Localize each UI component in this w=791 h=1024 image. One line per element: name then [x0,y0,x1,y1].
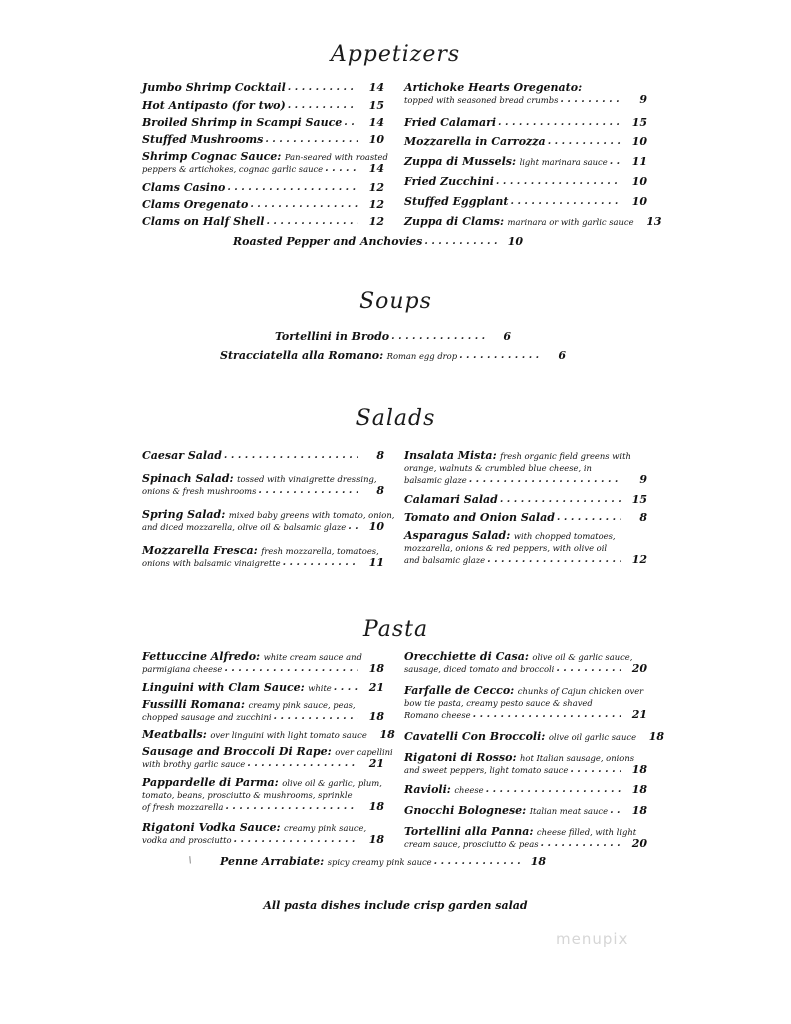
decorative-mark-icon: ∖ [186,856,192,866]
item-price: 21 [368,757,384,770]
item-price: 20 [631,662,647,675]
item-description: bow tie pasta, creamy pesto sauce & shaved [404,698,593,708]
item-description: light marinara sauce [519,157,608,167]
item-name: Pappardelle di Parma: [142,776,279,789]
item-description: peppers & artichokes, cognac garlic sauce [142,164,324,174]
item-name: Asparagus Salad: [404,529,511,542]
section-heading-salads: Salads [355,406,436,431]
item-price: 10 [368,133,384,146]
item-price: 18 [368,710,384,723]
item-name: Gnocchi Bolognese: [404,804,527,817]
item-name: Tortellini in Brodo [275,330,390,343]
item-description: onions with balsamic vinaigrette [142,558,281,568]
item-description: Romano cheese [404,710,471,720]
item-name: Clams Oregenato [142,198,249,211]
item-name: Hot Antipasto (for two) [142,99,286,112]
item-price: 9 [639,93,647,106]
item-name: Spinach Salad: [142,472,234,485]
item-name: Sausage and Broccoli Di Rape: [142,745,332,758]
item-description: hot Italian sausage, onions [520,753,635,763]
item-description: balsamic glaze [404,475,467,485]
menu-item [142,450,384,462]
item-price: 15 [631,493,647,506]
item-name: Caesar Salad [142,449,222,462]
menu-item [142,651,384,675]
item-price: 10 [368,520,384,533]
item-name: Mozzarella Fresca: [142,544,258,557]
menu-item [142,150,388,175]
menu-item [404,82,647,106]
menu-item [404,156,647,168]
item-name: Meatballs: [142,728,207,741]
item-price: 10 [507,235,523,248]
item-price: 18 [631,804,647,817]
menu-item [142,134,384,146]
item-name: Stuffed Mushrooms [142,133,264,146]
item-description: chunks of Cajun chicken over [517,686,644,696]
item-description: Roman egg drop [386,351,458,361]
item-price: 18 [530,855,546,868]
item-price: 8 [639,511,647,524]
item-name: Clams Casino [142,181,226,194]
menu-item [404,196,647,208]
menu-item [142,508,395,533]
item-price: 12 [631,553,647,566]
menu-item [220,350,566,362]
item-price: 14 [368,162,384,175]
menu-item [404,215,662,228]
item-description: onions & fresh mushrooms [142,486,257,496]
item-name: Tomato and Onion Salad [404,511,555,524]
item-description: over linguini with light tomato sauce [210,730,367,740]
menu-item [404,494,647,506]
item-name: Fried Zucchini [404,175,494,188]
item-description: cheese filled, with light [536,827,637,837]
section-heading-appetizers: Appetizers [330,42,461,67]
item-price: 11 [368,556,384,569]
item-price: 18 [379,728,395,741]
item-price: 8 [376,484,384,497]
item-price: 15 [368,99,384,112]
item-description: sausage, diced tomato and broccoli [404,664,555,674]
item-price: 14 [368,81,384,94]
item-price: 12 [368,215,384,228]
item-description: with chopped tomatoes, [513,531,616,541]
item-description: fresh mozzarella, tomatoes, [261,546,379,556]
item-price: 8 [376,449,384,462]
item-description: with brothy garlic sauce [142,759,246,769]
item-description: vodka and prosciutto [142,835,232,845]
item-price: 18 [368,662,384,675]
item-name: Mozzarella in Carrozza [404,135,546,148]
item-name: Linguini with Clam Sauce: [142,681,305,694]
item-description: and balsamic glaze [404,555,486,565]
menu-item [142,545,384,569]
item-description: mixed baby greens with tomato, onion, [228,510,395,520]
item-description: white [308,683,332,693]
item-description: creamy pink sauce, peas, [248,700,356,710]
item-name: Calamari Salad [404,493,498,506]
item-description: and sweet peppers, light tomato sauce [404,765,569,775]
item-description: Italian meat sauce [529,806,609,816]
item-name: Roasted Pepper and Anchovies [233,235,423,248]
item-description: Pan-seared with roasted [284,152,388,162]
item-description: cream sauce, prosciutto & peas [404,839,539,849]
menu-item [233,236,523,248]
item-price: 12 [368,198,384,211]
menu-item [142,117,384,129]
item-name: Ravioli: [404,783,451,796]
section-heading-pasta: Pasta [362,617,429,642]
item-price: 10 [631,195,647,208]
item-description: and diced mozzarella, olive oil & balsamic glaze [142,522,347,532]
menu-item [142,822,384,846]
item-name: Stuffed Eggplant [404,195,509,208]
menu-item [404,117,647,129]
menu-item [404,530,647,566]
item-description: chopped sausage and zucchini [142,712,272,722]
menu-item [142,182,384,194]
menu-item [404,784,647,796]
item-description: of fresh mozzarella [142,802,224,812]
item-price: 18 [368,800,384,813]
menu-item [404,651,647,675]
item-name: Orecchiette di Casa: [404,650,529,663]
menu-item [142,216,384,228]
item-name: Cavatelli Con Broccoli: [404,730,546,743]
menu-item [404,752,647,776]
menu-item [404,450,647,486]
menu-item [142,728,395,741]
item-price: 11 [631,155,647,168]
item-description: topped with seasoned bread crumbs [404,95,559,105]
item-price: 15 [631,116,647,129]
item-name: Farfalle de Cecco: [404,684,515,697]
item-description: parmigiana cheese [142,664,223,674]
item-name: Artichoke Hearts Oregenato: [404,81,583,94]
item-name: Jumbo Shrimp Cocktail [142,81,286,94]
item-price: 18 [631,763,647,776]
menu-item [142,199,384,211]
item-name: Tortellini alla Panna: [404,825,534,838]
menu-item [142,82,384,94]
item-description: cheese [454,785,484,795]
menu-item [404,176,647,188]
menu-item [142,699,384,723]
item-name: Rigatoni Vodka Sauce: [142,821,281,834]
item-price: 18 [368,833,384,846]
menu-item [404,730,665,743]
item-name: Zuppa di Clams: [404,215,505,228]
item-name: Stracciatella alla Romano: [220,349,384,362]
section-heading-soups: Soups [359,289,432,314]
item-description: olive oil garlic sauce [548,732,637,742]
menu-item [220,856,546,868]
item-price: 21 [368,681,384,694]
item-description: spicy creamy pink sauce [327,857,432,867]
menu-item [142,682,384,694]
item-name: Shrimp Cognac Sauce: [142,150,282,163]
item-name: Broiled Shrimp in Scampi Sauce [142,116,343,129]
item-name: Spring Salad: [142,508,226,521]
item-name: Fried Calamari [404,116,497,129]
item-price: 21 [631,708,647,721]
item-name: Penne Arrabiate: [220,855,325,868]
item-description: olive oil & garlic sauce, [532,652,633,662]
item-price: 12 [368,181,384,194]
menu-item [142,100,384,112]
item-price: 20 [631,837,647,850]
item-price: 18 [631,783,647,796]
item-description: fresh organic field greens with [500,451,631,461]
menu-item [404,685,647,721]
item-price: 13 [646,215,662,228]
item-name: Rigatoni di Rosso: [404,751,517,764]
item-description: over capellini [335,747,393,757]
item-name: Clams on Half Shell [142,215,265,228]
menu-item [404,512,647,524]
item-price: 18 [648,730,665,743]
menu-item [142,777,384,813]
item-description: marinara or with garlic sauce [507,217,634,227]
item-description: olive oil & garlic, plum, [282,778,382,788]
item-description: white cream sauce and [263,652,362,662]
item-price: 14 [368,116,384,129]
item-price: 10 [631,175,647,188]
item-description: orange, walnuts & crumbled blue cheese, in [404,463,592,473]
item-description: tomato, beans, prosciutto & mushrooms, sprinkle [142,790,353,800]
menu-item [142,745,393,770]
item-description: creamy pink sauce, [284,823,367,833]
item-name: Insalata Mista: [404,449,497,462]
item-price: 6 [558,349,566,362]
item-description: mozzarella, onions & red peppers, with olive oil [404,543,608,553]
menu-item [404,136,647,148]
item-name: Zuppa di Mussels: [404,155,517,168]
item-name: Fussilli Romana: [142,698,245,711]
item-price: 6 [503,330,511,343]
item-description: tossed with vinaigrette dressing, [237,474,377,484]
item-name: Fettuccine Alfredo: [142,650,261,663]
item-price: 9 [639,473,647,486]
pasta-footnote: All pasta dishes include crisp garden salad [263,899,528,912]
menu-item [404,826,647,850]
menu-item [142,473,384,497]
menu-item [275,331,511,343]
watermark-logo: menupix [556,930,629,948]
item-price: 10 [631,135,647,148]
menu-item [404,805,647,817]
